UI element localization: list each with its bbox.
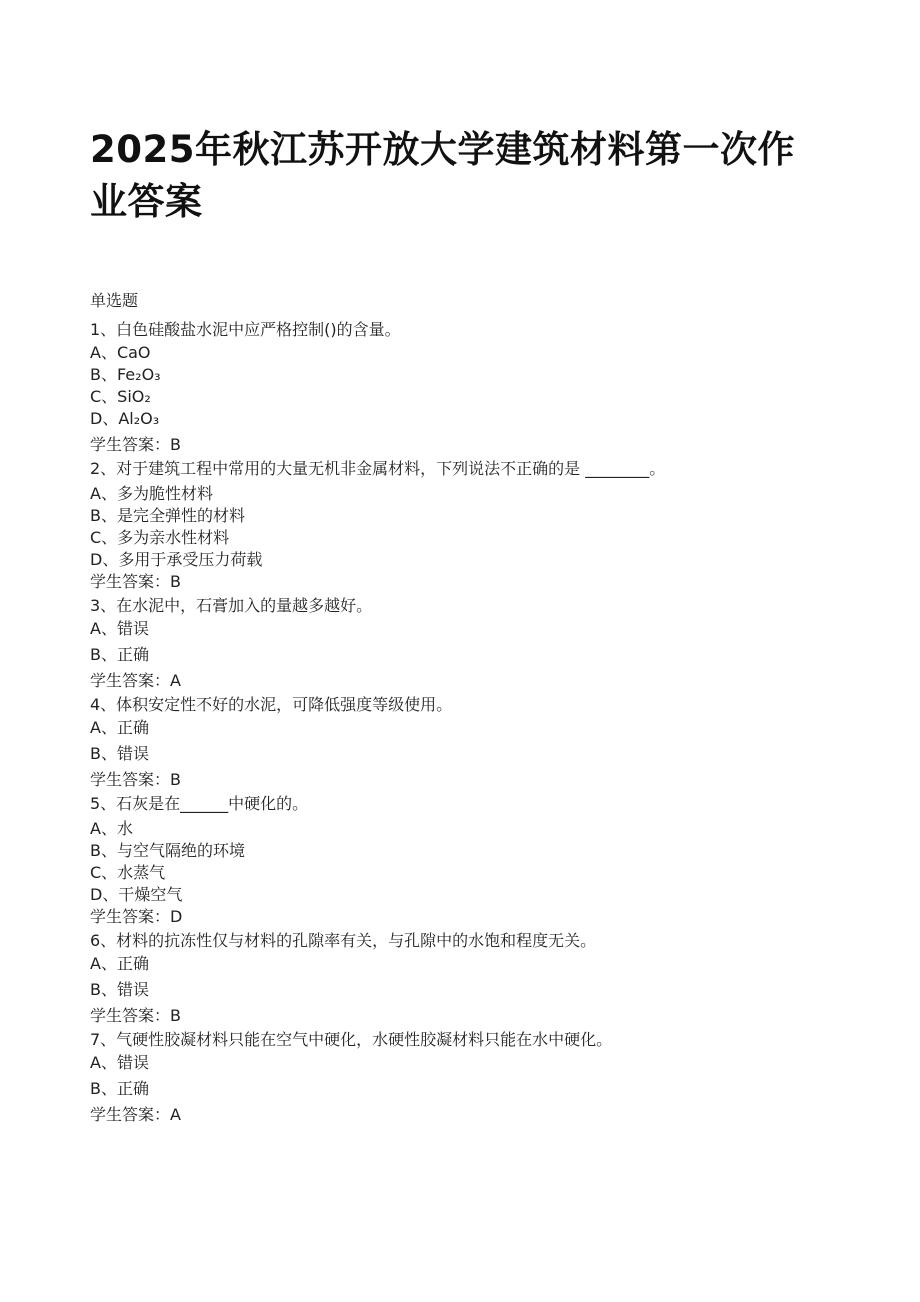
option: A、水 xyxy=(90,819,133,838)
document-title: 2025年秋江苏开放大学建筑材料第一次作业答案 xyxy=(90,128,795,223)
option: D、干燥空气 xyxy=(90,885,183,904)
option: B、与空气隔绝的环境 xyxy=(90,841,245,860)
question-3 xyxy=(90,595,850,691)
option: D、Al₂O₃ xyxy=(90,409,160,428)
option: B、错误 xyxy=(90,980,149,999)
student-answer: 学生答案：A xyxy=(90,671,181,690)
student-answer: 学生答案：B xyxy=(90,1006,181,1025)
question-6 xyxy=(90,930,850,1026)
option: A、错误 xyxy=(90,1053,149,1072)
question-text: 4、体积安定性不好的水泥，可降低强度等级使用。 xyxy=(90,695,453,714)
question-5 xyxy=(90,793,850,927)
student-answer: 学生答案：B xyxy=(90,572,181,591)
student-answer: 学生答案：A xyxy=(90,1105,181,1124)
question-text: 1、白色硅酸盐水泥中应严格控制()的含量。 xyxy=(90,320,401,339)
option: B、Fe₂O₃ xyxy=(90,365,161,384)
option: A、错误 xyxy=(90,619,149,638)
option: C、SiO₂ xyxy=(90,387,151,406)
option: B、正确 xyxy=(90,1079,149,1098)
option: A、正确 xyxy=(90,954,149,973)
question-text: 3、在水泥中，石膏加入的量越多越好。 xyxy=(90,596,373,615)
student-answer: 学生答案：B xyxy=(90,435,181,454)
question-2 xyxy=(90,458,850,592)
question-text: 5、石灰是在______中硬化的。 xyxy=(90,794,309,813)
student-answer: 学生答案：D xyxy=(90,907,183,926)
option: A、CaO xyxy=(90,343,151,362)
question-1 xyxy=(90,319,850,455)
option: C、多为亲水性材料 xyxy=(90,528,230,547)
option: D、多用于承受压力荷载 xyxy=(90,550,263,569)
question-text: 2、对于建筑工程中常用的大量无机非金属材料，下列说法不正确的是 ________。 xyxy=(90,459,666,478)
option: B、正确 xyxy=(90,645,149,664)
option: A、正确 xyxy=(90,718,149,737)
question-7 xyxy=(90,1029,850,1125)
student-answer: 学生答案：B xyxy=(90,770,181,789)
question-text: 7、气硬性胶凝材料只能在空气中硬化，水硬性胶凝材料只能在水中硬化。 xyxy=(90,1030,613,1049)
option: B、是完全弹性的材料 xyxy=(90,506,245,525)
question-4 xyxy=(90,694,850,790)
option: B、错误 xyxy=(90,744,149,763)
question-text: 6、材料的抗冻性仅与材料的孔隙率有关，与孔隙中的水饱和程度无关。 xyxy=(90,931,597,950)
option: A、多为脆性材料 xyxy=(90,484,213,503)
section-label: 单选题 xyxy=(90,291,139,310)
option: C、水蒸气 xyxy=(90,863,166,882)
question-list xyxy=(90,290,850,1128)
